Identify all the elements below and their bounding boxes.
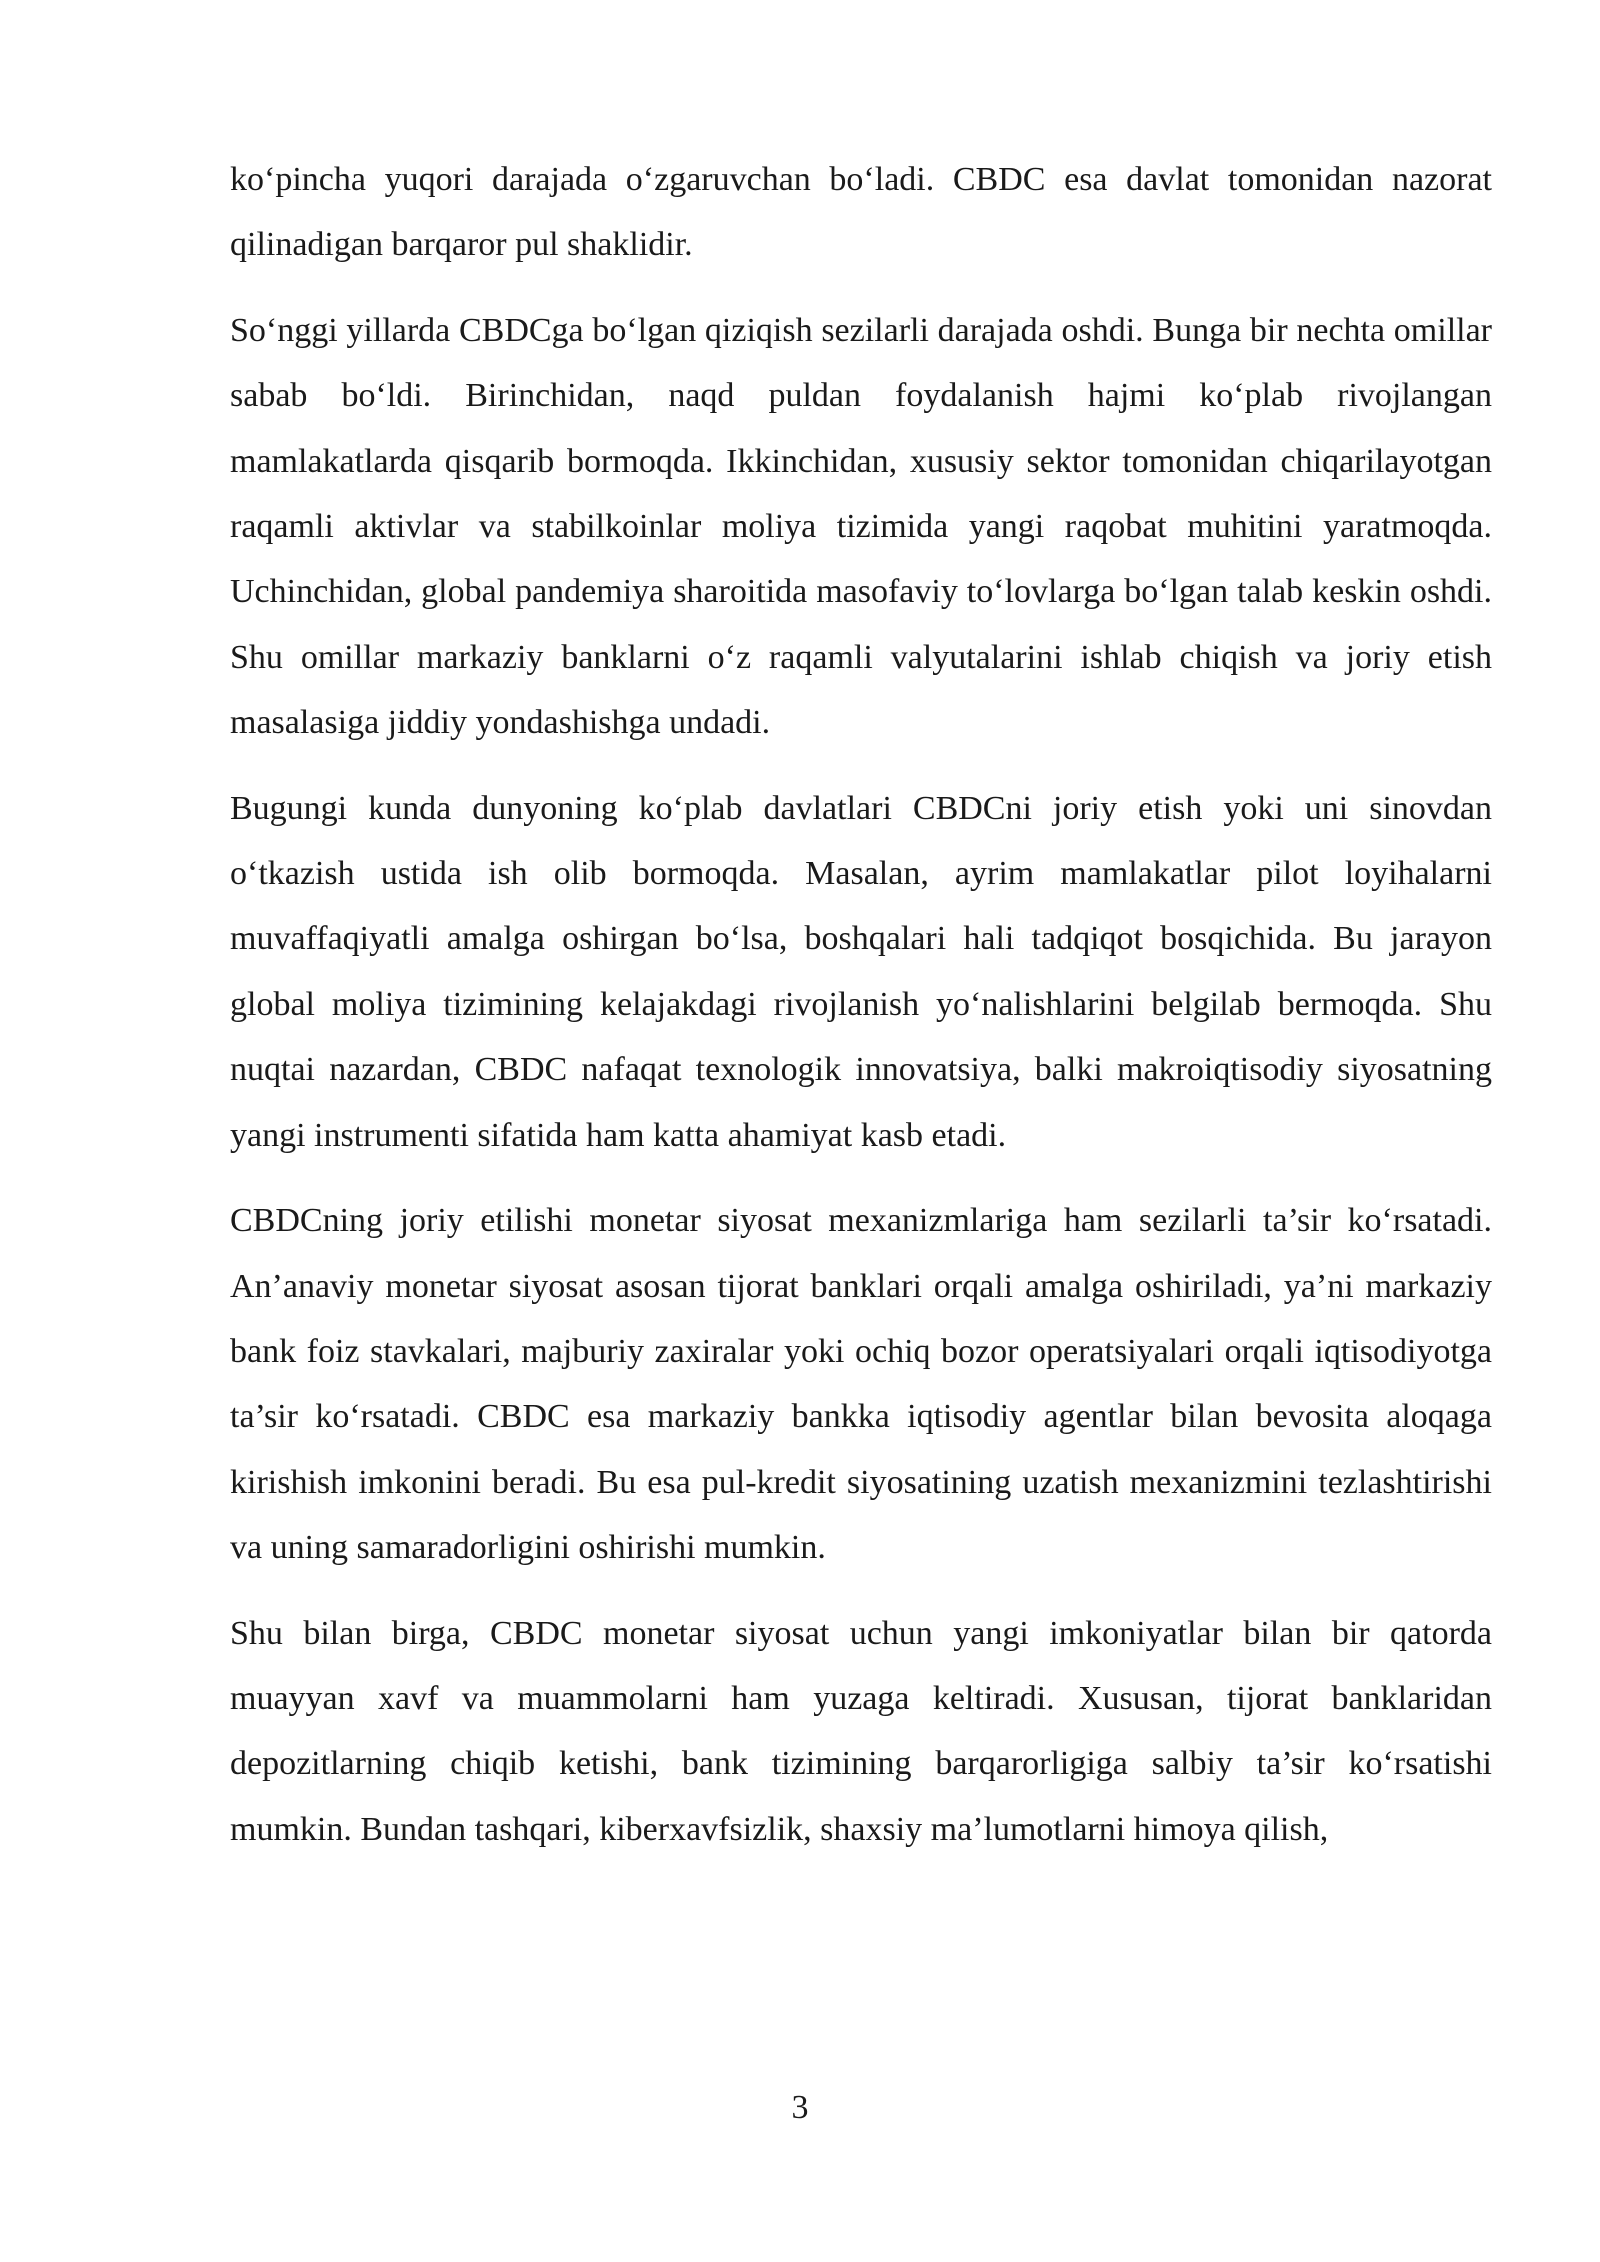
body-text — [230, 147, 1492, 1882]
paragraph-2: So‘nggi yillarda CBDCga bo‘lgan qiziqish sezilarli darajada oshdi. Bunga bir nechta omillar sabab bo‘ldi. Birinchidan, naqd puldan foydalanish hajmi ko‘plab rivojlangan mamlakatlarda qisqarib bormoqda. Ikkinchidan, xususiy sektor tomonidan chiqarilayotgan raqamli aktivlar va stabilkoinlar moliya tizimida yangi raqobat muhitini yaratmoqda. Uchinchidan, global pandemiya sharoitida masofaviy to‘lovlarga bo‘lgan talab keskin oshdi. Shu omillar markaziy banklarni o‘z raqamli valyutalarini ishlab chiqish va joriy etish masalasiga jiddiy yondashishga undadi. — [230, 311, 1492, 742]
paragraph-3: Bugungi kunda dunyoning ko‘plab davlatlari CBDCni joriy etish yoki uni sinovdan o‘tkazish ustida ish olib bormoqda. Masalan, ayrim mamlakatlar pilot loyihalarni muvaffaqiyatli amalga oshirgan bo‘lsa, boshqalari hali tadqiqot bosqichida. Bu jarayon global moliya tizimining kelajakdagi rivojlanish yo‘nalishlarini belgilab bermoqda. Shu nuqtai nazardan, CBDC nafaqat texnologik innovatsiya, balki makroiqtisodiy siyosatning yangi instrumenti sifatida ham katta ahamiyat kasb etadi. — [230, 789, 1492, 1154]
paragraph-1: ko‘pincha yuqori darajada o‘zgaruvchan bo‘ladi. CBDC esa davlat tomonidan nazorat qilinadigan barqaror pul shaklidir. — [230, 161, 1492, 264]
paragraph-5: Shu bilan birga, CBDC monetar siyosat uchun yangi imkoniyatlar bilan bir qatorda muayyan xavf va muammolarni ham yuzaga keltiradi. Xususan, tijorat banklaridan depozitlarning chiqib ketishi, bank tizimining barqarorligiga salbiy ta’sir ko‘rsatishi mumkin. Bundan tashqari, kiberxavfsizlik, shaxsiy ma’lumotlarni himoya qilish, — [230, 1614, 1492, 1848]
page-number: 3 — [791, 2089, 809, 2126]
paragraph-4: CBDCning joriy etilishi monetar siyosat mexanizmlariga ham sezilarli ta’sir ko‘rsatadi. An’anaviy monetar siyosat asosan tijorat banklari orqali amalga oshiriladi, ya’ni markaziy bank foiz stavkalari, majburiy zaxiralar yoki ochiq bozor operatsiyalari orqali iqtisodiyotga ta’sir ko‘rsatadi. CBDC esa markaziy bankka iqtisodiy agentlar bilan bevosita aloqaga kirishish imkonini beradi. Bu esa pul-kredit siyosatining uzatish mexanizmini tezlashtirishi va uning samaradorligini oshirishi mumkin. — [230, 1202, 1492, 1567]
